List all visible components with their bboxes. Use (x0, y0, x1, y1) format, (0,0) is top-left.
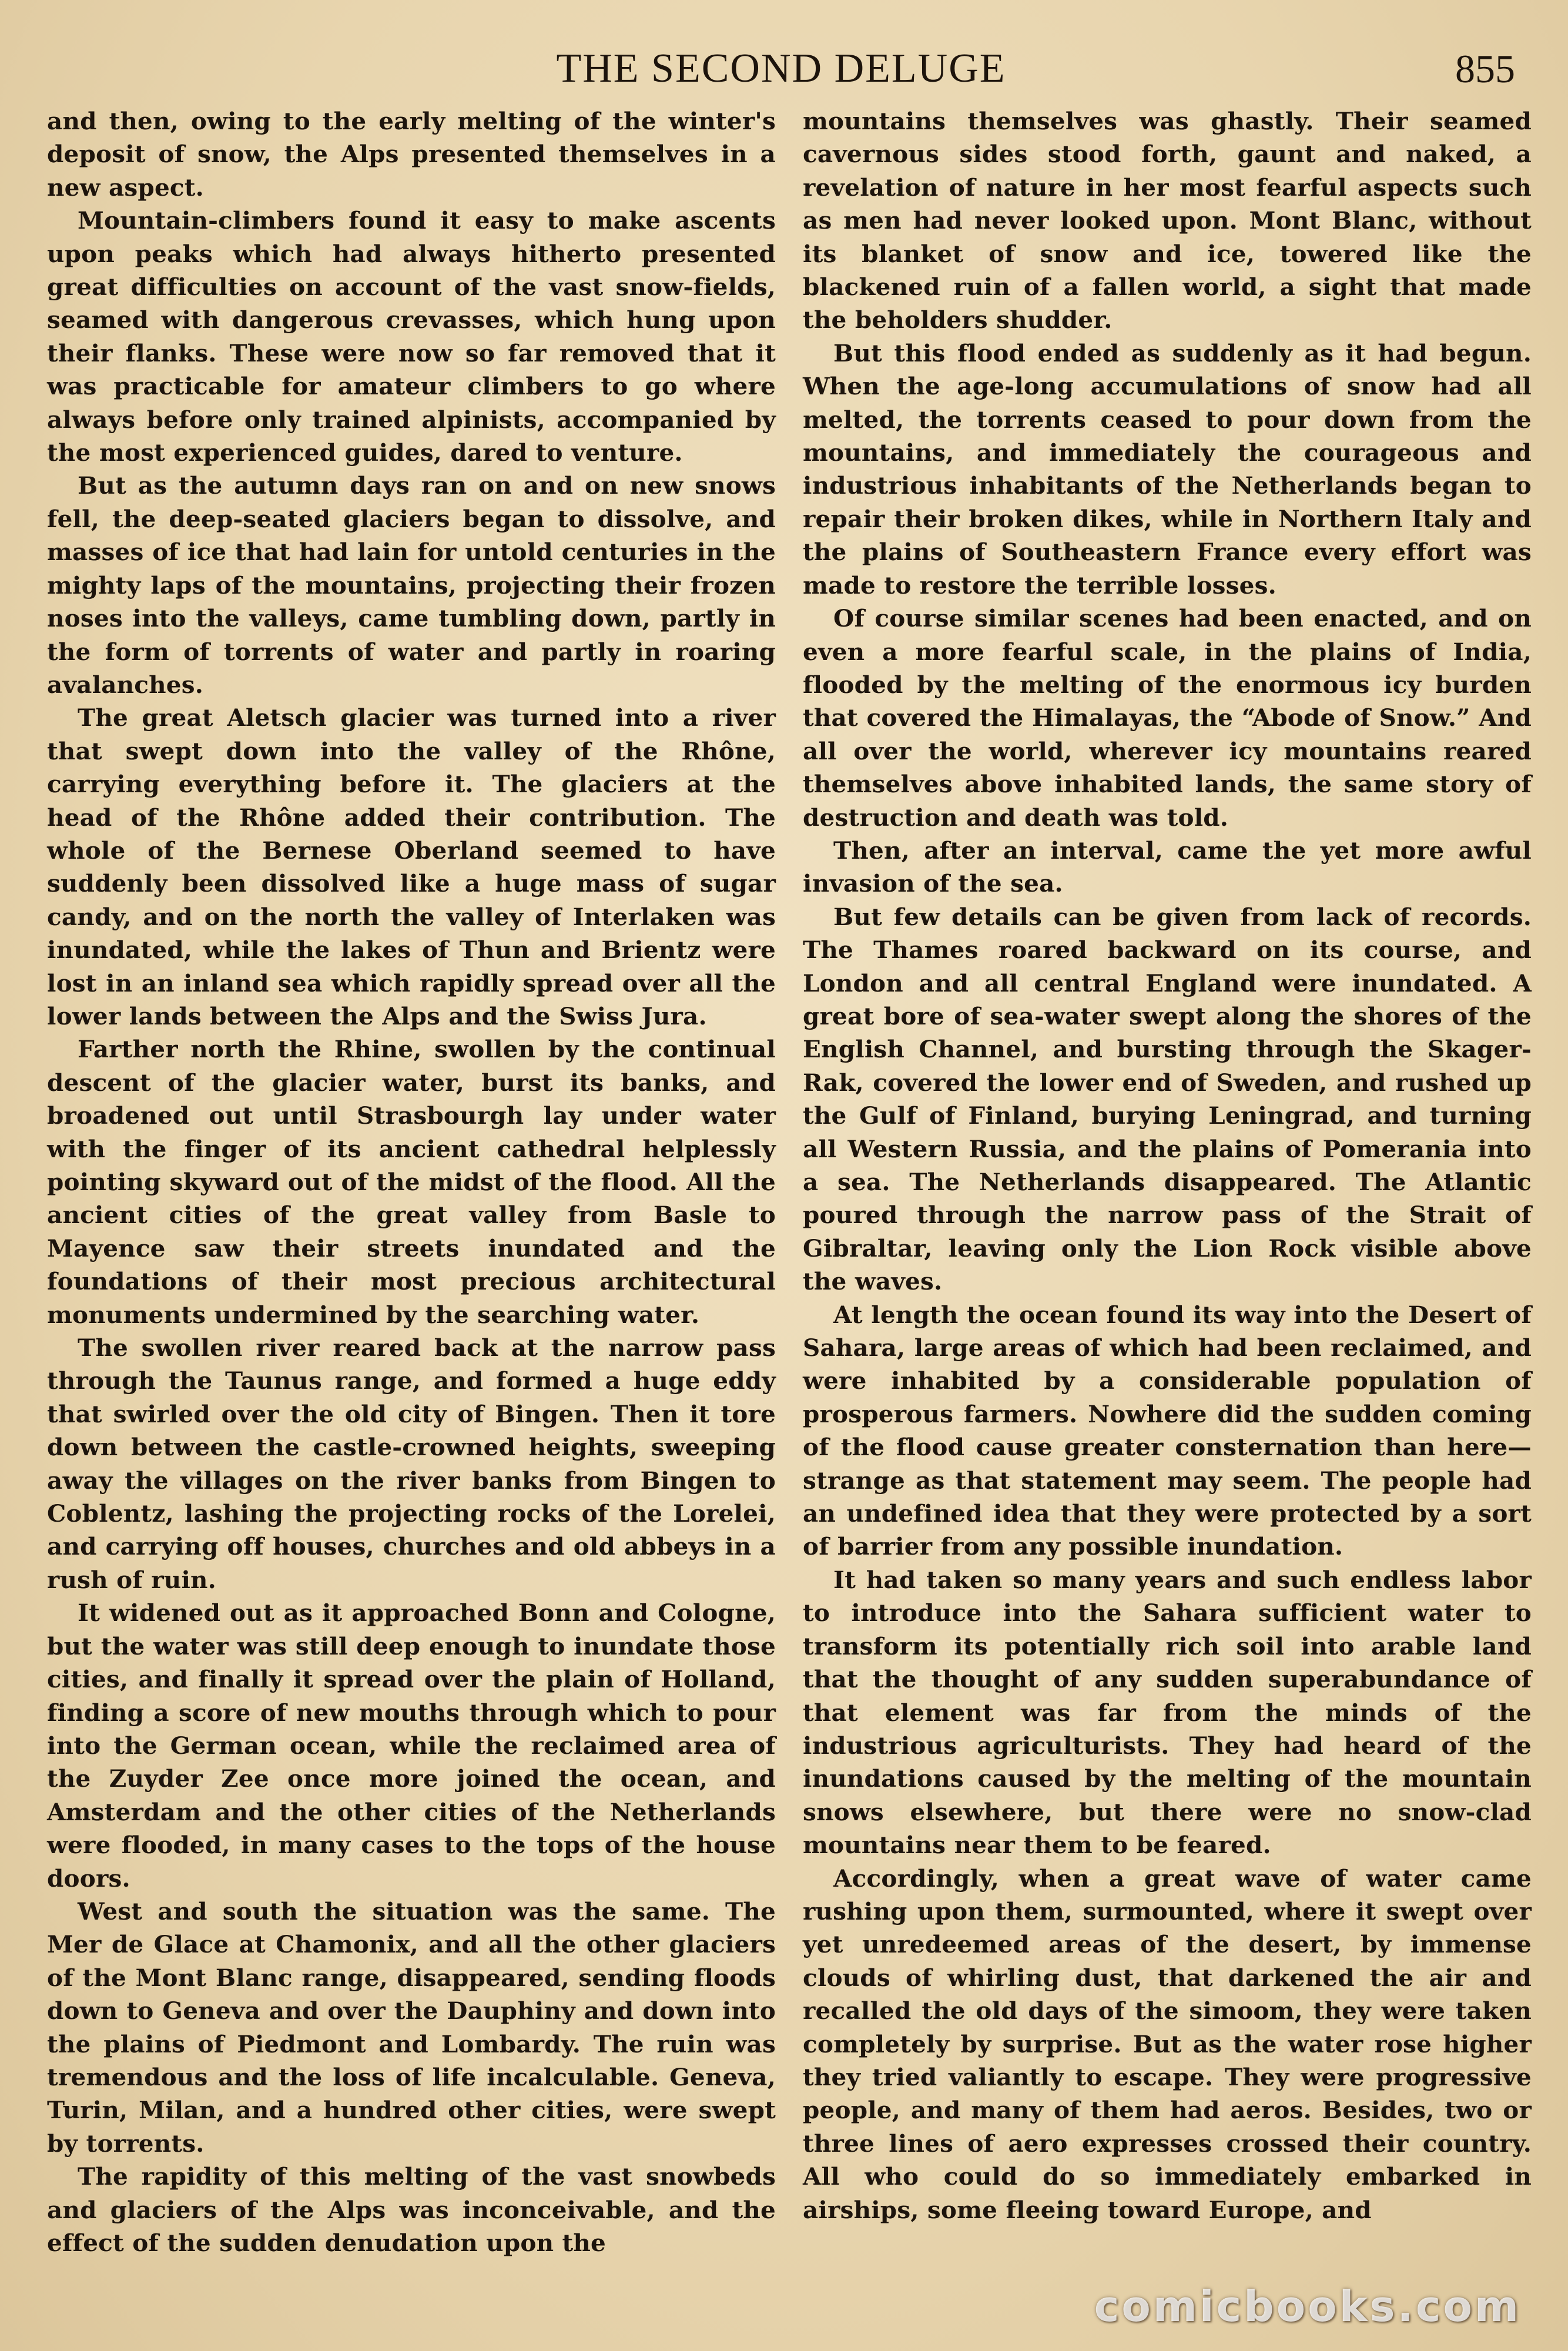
paragraph: Then, after an interval, came the yet more awful invasion of the sea. (803, 836, 1532, 898)
paragraph: Accordingly, when a great wave of water came rushing upon them, surmounted, where it swept over yet unredeemed areas of the desert, by immense clouds of whirling dust, that darkened the air and recalled the old days of the simoom, they were taken completely by surprise. But as the water rose higher they tried valiantly to escape. They were progressive people, and many of them had aeros. Besides, two or three lines of aero expresses crossed their country. All who could do so immediately embarked in airships, some fleeing toward Europe, and (803, 1864, 1532, 2224)
paragraph: At length the ocean found its way into the Desert of Sahara, large areas of which had been reclaimed, and were inhabited by a considerable population of prosperous farmers. Nowhere did the sudden coming of the flood cause greater consternation than here—strange as that statement may seem. The people had an undefined idea that they were protected by a sort of barrier from any possible inundation. (803, 1300, 1532, 1561)
site-watermark: comicbooks.com (1094, 2282, 1521, 2331)
paragraph: But few details can be given from lack of records. The Thames roared backward on its course, and London and all central England were inundated. A great bore of sea-water swept along the shores of the English Channel, and bursting through the Skager-Rak, covered the lower end of Sweden, and rushed up the Gulf of Finland, burying Leningrad, and turning all Western Russia, and the plains of Pomerania into a sea. The Netherlands disappeared. The Atlantic poured through the narrow pass of the Strait of Gibraltar, leaving only the Lion Rock visible above the waves. (803, 902, 1532, 1296)
running-title: THE SECOND DELUGE (556, 46, 1006, 91)
paragraph: It widened out as it approached Bonn and Cologne, but the water was still deep enough to inundate those cities, and finally it spread over the plain of Holland, finding a score of new mouths through which to pour into the German ocean, while the reclaimed area of the Zuyder Zee once more joined the ocean, and Amsterdam and the other cities of the Netherlands were flooded, in many cases to the tops of the house doors. (47, 1599, 776, 1893)
paragraph: Of course similar scenes had been enacted, and on even a more fearful scale, in the plains of India, flooded by the melting of the enormous icy burden that covered the Himalayas, the “Abode of Snow.” And all over the world, wherever icy mountains reared themselves above inhabited lands, the same story of destruction and death was told. (803, 604, 1532, 832)
paragraph: Mountain-climbers found it easy to make ascents upon peaks which had always hitherto presented great difficulties on account of the vast snow-fields, seamed with dangerous crevasses, which hung upon their flanks. These were now so far removed that it was practicable for amateur climbers to go where always before only trained alpinists, accompanied by the most experienced guides, dared to venture. (47, 206, 776, 467)
paragraph: West and south the situation was the same. The Mer de Glace at Chamonix, and all the other glaciers of the Mont Blanc range, disappeared, sending floods down to Geneva and over the Dauphiny and down into the plains of Piedmont and Lombardy. The ruin was tremendous and the loss of life incalculable. Geneva, Turin, Milan, and a hundred other cities, were swept by torrents. (47, 1897, 776, 2158)
paragraph: But as the autumn days ran on and on new snows fell, the deep-seated glaciers began to dissolve, and masses of ice that had lain for untold centuries in the mighty laps of the mountains, projecting their frozen noses into the valleys, came tumbling down, partly in the form of torrents of water and partly in roaring avalanches. (47, 471, 776, 699)
paragraph: The rapidity of this melting of the vast snowbeds and glaciers of the Alps was inconceivable, and the effect of the sudden denudation upon the (47, 2162, 776, 2257)
page-number: 855 (1455, 46, 1515, 91)
paragraph: The great Aletsch glacier was turned into a river that swept down into the valley of the Rhône, carrying everything before it. The glaciers at the head of the Rhône added their contribution. The whole of the Bernese Oberland seemed to have suddenly been dissolved like a huge mass of sugar candy, and on the north the valley of Interlaken was inundated, while the lakes of Thun and Brientz were lost in an inland sea which rapidly spread over all the lower lands between the Alps and the Swiss Jura. (47, 704, 776, 1030)
paragraph: It had taken so many years and such endless labor to introduce into the Sahara sufficient water to transform its potentially rich soil into arable land that the thought of any sudden superabundance of that element was far from the minds of the industrious agriculturists. They had heard of the inundations caused by the melting of the mountain snows elsewhere, but there were no snow-clad mountains near them to be feared. (803, 1565, 1532, 1860)
paragraph: mountains themselves was ghastly. Their seamed cavernous sides stood forth, gaunt and naked, a revelation of nature in her most fearful aspects such as men had never looked upon. Mont Blanc, without its blanket of snow and ice, towered like the blackened ruin of a fallen world, a sight that made the beholders shudder. (803, 107, 1532, 334)
paragraph: and then, owing to the early melting of the winter's deposit of snow, the Alps presented themselves in a new aspect. (47, 107, 776, 202)
left-column (47, 105, 776, 2259)
right-column (803, 105, 1532, 2226)
page-header (47, 42, 1515, 95)
paragraph: Farther north the Rhine, swollen by the continual descent of the glacier water, burst its banks, and broadened out until Strasbourgh lay under water with the finger of its ancient cathedral helplessly pointing skyward out of the midst of the flood. All the ancient cities of the great valley from Basle to Mayence saw their streets inundated and the foundations of their most precious architectural monuments undermined by the searching water. (47, 1035, 776, 1329)
paragraph: The swollen river reared back at the narrow pass through the Taunus range, and formed a huge eddy that swirled over the old city of Bingen. Then it tore down between the castle-crowned heights, sweeping away the villages on the river banks from Bingen to Coblentz, lashing the projecting rocks of the Lorelei, and carrying off houses, churches and old abbeys in a rush of ruin. (47, 1334, 776, 1594)
paragraph: But this flood ended as suddenly as it had begun. When the age-long accumulations of snow had all melted, the torrents ceased to pour down from the mountains, and immediately the courageous and industrious inhabitants of the Netherlands began to repair their broken dikes, while in Northern Italy and the plains of Southeastern France every effort was made to restore the terrible losses. (803, 339, 1532, 600)
